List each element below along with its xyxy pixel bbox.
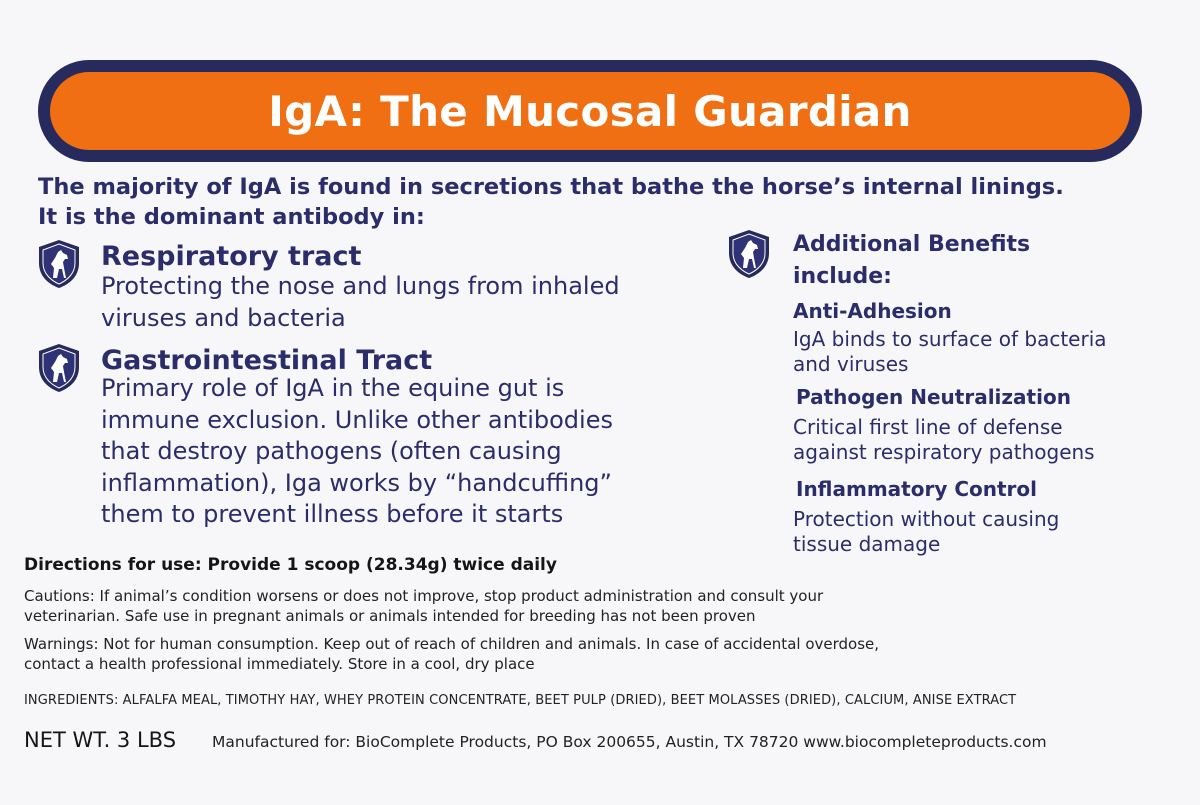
benefit-line: against respiratory pathogens	[793, 440, 1095, 464]
benefit-body-anti-adhesion	[793, 327, 1153, 377]
horse-shield-icon	[36, 238, 82, 290]
body-line: inflammation), Iga works by “handcuffing”	[101, 468, 612, 497]
page-title: IgA: The Mucosal Guardian	[268, 86, 912, 136]
horse-shield-icon	[36, 342, 82, 394]
horse-shield-icon	[726, 228, 772, 280]
benefits-title	[793, 229, 1093, 293]
section-heading-respiratory: Respiratory tract	[101, 241, 362, 272]
benefit-heading-inflammatory-control: Inflammatory Control	[796, 477, 1038, 501]
net-weight: NET WT. 3 LBS	[24, 728, 177, 752]
directions-text: Directions for use: Provide 1 scoop (28.34g) twice daily	[24, 555, 557, 575]
title-banner-inner	[50, 72, 1130, 150]
body-line: Protecting the nose and lungs from inhaled	[101, 272, 620, 300]
warnings-text	[24, 634, 1024, 674]
benefit-heading-pathogen-neutralization: Pathogen Neutralization	[796, 385, 1071, 409]
cautions-line: veterinarian. Safe use in pregnant animals or animals intended for breeding has not been proven	[24, 607, 756, 625]
body-line: viruses and bacteria	[101, 303, 346, 332]
intro-text	[38, 172, 1178, 232]
benefit-line: Protection without causing	[793, 507, 1060, 531]
manufacturer-info: Manufactured for: BioComplete Products, PO Box 200655, Austin, TX 78720 www.biocompleteproducts.com	[212, 733, 1047, 751]
benefit-line: IgA binds to surface of bacteria	[793, 327, 1107, 351]
intro-line-1: The majority of IgA is found in secretions that bathe the horse’s internal linings.	[38, 174, 1064, 200]
cautions-text	[24, 586, 1024, 626]
warnings-line: contact a health professional immediately. Store in a cool, dry place	[24, 655, 535, 673]
intro-line-2: It is the dominant antibody in:	[38, 204, 425, 230]
benefit-line: tissue damage	[793, 532, 941, 556]
title-banner	[38, 60, 1142, 162]
benefit-body-inflammatory-control	[793, 507, 1153, 557]
ingredients-text: INGREDIENTS: ALFALFA MEAL, TIMOTHY HAY, WHEY PROTEIN CONCENTRATE, BEET PULP (DRIED), BEET MOLASSES (DRIED), CALCIUM, ANISE EXTRACT	[24, 693, 1017, 708]
section-body-respiratory	[101, 271, 620, 334]
body-line: them to prevent illness before it starts	[101, 500, 564, 528]
benefits-title-line: Additional Benefits	[793, 232, 1031, 257]
benefit-body-pathogen-neutralization	[793, 415, 1153, 465]
benefit-heading-anti-adhesion: Anti-Adhesion	[793, 299, 952, 323]
body-line: immune exclusion. Unlike other antibodies	[101, 405, 613, 434]
benefits-title-line: include:	[793, 264, 892, 289]
section-heading-gastrointestinal: Gastrointestinal Tract	[101, 345, 433, 376]
body-line: Primary role of IgA in the equine gut is	[101, 374, 565, 402]
section-body-gastrointestinal	[101, 373, 613, 531]
benefit-line: and viruses	[793, 352, 909, 376]
benefit-line: Critical first line of defense	[793, 415, 1063, 439]
body-line: that destroy pathogens (often causing	[101, 437, 562, 465]
warnings-line: Warnings: Not for human consumption. Keep out of reach of children and animals. In case of accidental overdose,	[24, 635, 880, 653]
cautions-line: Cautions: If animal’s condition worsens or does not improve, stop product administration and consult your	[24, 587, 824, 605]
